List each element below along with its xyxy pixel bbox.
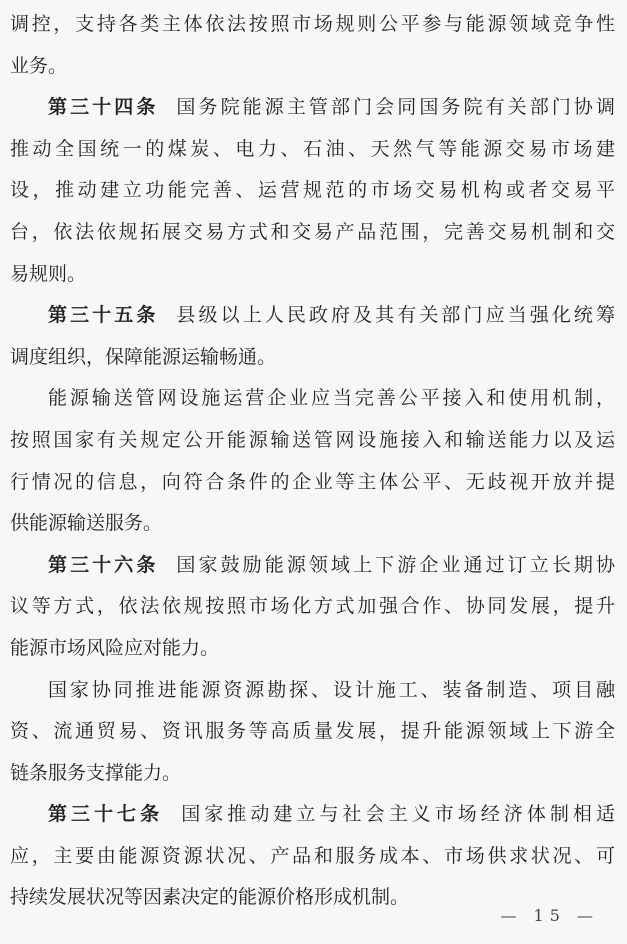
text-line	[10, 170, 615, 212]
text-line	[10, 295, 615, 337]
text-line	[10, 503, 615, 545]
text-line	[10, 586, 615, 628]
line-text: 国家协同推进能源资源勘探、设计施工、装备制造、项目融	[48, 678, 615, 701]
text-line	[10, 337, 615, 379]
line-text: 台，依法依规拓展交易方式和交易产品范围，完善交易机制和交	[10, 220, 615, 243]
line-text: 国家鼓励能源领域上下游企业通过订立长期协	[176, 553, 615, 576]
line-text: 议等方式，依法依规按照市场化方式加强合作、协同发展，提升	[10, 595, 615, 618]
line-text: 行情况的信息，向符合条件的企业等主体公平、无歧视开放并提	[10, 470, 615, 493]
text-line	[10, 670, 615, 712]
text-line	[10, 378, 615, 420]
line-text: 推动全国统一的煤炭、电力、石油、天然气等能源交易市场建	[10, 137, 615, 160]
line-text: 设，推动建立功能完善、运营规范的市场交易机构或者交易平	[10, 179, 615, 202]
line-text: 调度组织，保障能源运输畅通。	[10, 345, 277, 368]
paragraph	[10, 4, 615, 87]
text-line	[10, 87, 615, 129]
text-line	[10, 753, 615, 795]
line-text: 持续发展状况等因素决定的能源价格形成机制。	[10, 886, 410, 909]
article-number: 第三十七条	[48, 803, 164, 826]
paragraph	[10, 670, 615, 795]
line-text: 业务。	[10, 54, 68, 77]
article-number: 第三十四条	[48, 96, 159, 119]
line-text: 调控，支持各类主体依法按照市场规则公平参与能源领域竞争性	[10, 13, 615, 35]
line-text: 县级以上人民政府及其有关部门应当强化统筹	[176, 304, 615, 327]
text-line	[10, 462, 615, 504]
line-text: 能源市场风险应对能力。	[10, 636, 220, 659]
paragraph	[10, 378, 615, 544]
text-line	[10, 794, 615, 836]
line-text: 应，主要由能源资源状况、产品和服务成本、市场供求状况、可	[10, 844, 615, 867]
text-line	[10, 420, 615, 462]
text-line	[10, 4, 615, 46]
article-number: 第三十六条	[48, 553, 159, 576]
text-line	[10, 46, 615, 88]
line-text: 能源输送管网设施运营企业应当完善公平接入和使用机制，	[48, 387, 615, 410]
text-line	[10, 212, 615, 254]
line-text: 供能源输送服务。	[10, 512, 163, 535]
text-line	[10, 545, 615, 587]
text-line	[10, 711, 615, 753]
text-line	[10, 628, 615, 670]
document-page	[10, 4, 615, 919]
text-line	[10, 836, 615, 878]
paragraph	[10, 794, 615, 919]
text-line	[10, 254, 615, 296]
paragraph	[10, 295, 615, 378]
article-number: 第三十五条	[48, 304, 159, 327]
paragraph	[10, 545, 615, 670]
line-text: 国家推动建立与社会主义市场经济体制相适	[181, 803, 615, 826]
text-line	[10, 129, 615, 171]
line-text: 资、流通贸易、资讯服务等高质量发展，提升能源领域上下游全	[10, 720, 615, 743]
line-text: 按照国家有关规定公开能源输送管网设施接入和输送能力以及运	[10, 428, 615, 451]
line-text: 国务院能源主管部门会同国务院有关部门协调	[176, 96, 615, 119]
law-text-body	[10, 4, 615, 919]
page-number: — 15 —	[500, 906, 599, 925]
line-text: 链条服务支撑能力。	[10, 761, 182, 784]
paragraph	[10, 87, 615, 295]
line-text: 易规则。	[10, 262, 87, 285]
